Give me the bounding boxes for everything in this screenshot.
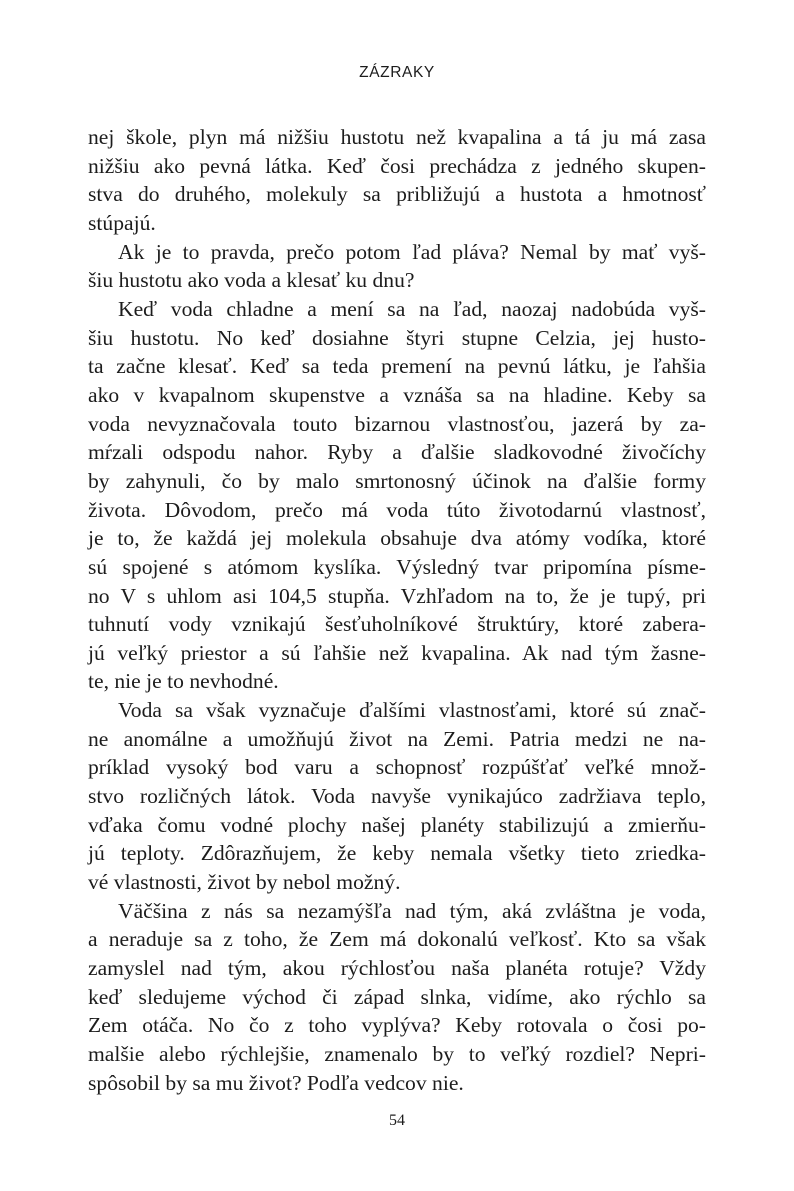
text-line: ta začne klesať. Keď sa teda premení na pevnú látku, je ľahšia <box>88 354 706 379</box>
paragraph <box>88 696 706 897</box>
text-line: spôsobil by sa mu život? Podľa vedcov nie. <box>88 1070 464 1095</box>
text-line: stvo rozličných látok. Voda navyše vynikajúco zadržiava teplo, <box>88 784 706 809</box>
text-line: šiu hustotu. No keď dosiahne štyri stupne Celzia, jej husto- <box>88 325 706 350</box>
text-line: ne anomálne a umožňujú život na Zemi. Patria medzi ne na- <box>88 726 706 751</box>
text-line: no V s uhlom asi 104,5 stupňa. Vzhľadom na to, že je tupý, pri <box>88 583 706 608</box>
text-line: príklad vysoký bod varu a schopnosť rozpúšťať veľké množ- <box>88 755 706 780</box>
text-line: jú veľký priestor a sú ľahšie než kvapalina. Ak nad tým žasne- <box>88 640 706 665</box>
text-line: vé vlastnosti, život by nebol možný. <box>88 870 401 895</box>
text-line: vďaka čomu vodné plochy našej planéty stabilizujú a zmierňu- <box>88 812 706 837</box>
text-line: je to, že každá jej molekula obsahuje dva atómy vodíka, ktoré <box>88 526 706 551</box>
text-line: tuhnutí vody vznikajú šesťuholníkové štruktúry, ktoré zabera- <box>88 612 706 637</box>
text-line: šiu hustotu ako voda a klesať ku dnu? <box>88 268 415 293</box>
text-line: Ak je to pravda, prečo potom ľad pláva? Nemal by mať vyš- <box>118 239 706 264</box>
text-line: života. Dôvodom, prečo má voda túto životodarnú vlastnosť, <box>88 497 706 522</box>
text-line: keď sledujeme východ či západ slnka, vidíme, ako rýchlo sa <box>88 984 706 1009</box>
text-line: Zem otáča. No čo z toho vyplýva? Keby rotovala o čosi po- <box>88 1013 706 1038</box>
text-line: jú teploty. Zdôrazňujem, že keby nemala všetky tieto zriedka- <box>88 841 706 866</box>
paragraph <box>88 123 706 238</box>
text-line: nej škole, plyn má nižšiu hustotu než kvapalina a tá ju má zasa <box>88 125 706 149</box>
text-line: nižšiu ako pevná látka. Keď čosi prechádza z jedného skupen- <box>88 153 706 178</box>
text-line: Voda sa však vyznačuje ďalšími vlastnosťami, ktoré sú znač- <box>118 698 706 723</box>
running-head: ZÁZRAKY <box>359 64 435 81</box>
paragraph <box>88 238 706 295</box>
text-line: by zahynuli, čo by malo smrtonosný účinok na ďalšie formy <box>88 468 706 493</box>
text-line: voda nevyznačovala touto bizarnou vlastnosťou, jazerá by za- <box>88 411 706 436</box>
text-line: malšie alebo rýchlejšie, znamenalo by to veľký rozdiel? Nepri- <box>88 1042 706 1066</box>
body-text <box>88 123 706 1097</box>
paragraph <box>88 295 706 696</box>
text-line: Keď voda chladne a mení sa na ľad, naozaj nadobúda vyš- <box>118 296 706 321</box>
paragraph <box>88 897 706 1098</box>
text-line: mŕzali odspodu nahor. Ryby a ďalšie sladkovodné živočíchy <box>88 440 706 465</box>
text-line: zamyslel nad tým, akou rýchlosťou naša planéta rotuje? Vždy <box>88 956 706 981</box>
text-line: sú spojené s atómom kyslíka. Výsledný tvar pripomína písme- <box>88 554 706 579</box>
text-line: a neraduje sa z toho, že Zem má dokonalú veľkosť. Kto sa však <box>88 927 706 952</box>
text-line: Väčšina z nás sa nezamýšľa nad tým, aká zvláštna je voda, <box>118 898 706 923</box>
text-line: stúpajú. <box>88 210 156 235</box>
text-line: te, nie je to nevhodné. <box>88 669 279 694</box>
text-line: stva do druhého, molekuly sa približujú a hustota a hmotnosť <box>88 182 706 207</box>
page-number: 54 <box>389 1112 405 1129</box>
text-line: ako v kvapalnom skupenstve a vznáša sa na hladine. Keby sa <box>88 382 706 407</box>
